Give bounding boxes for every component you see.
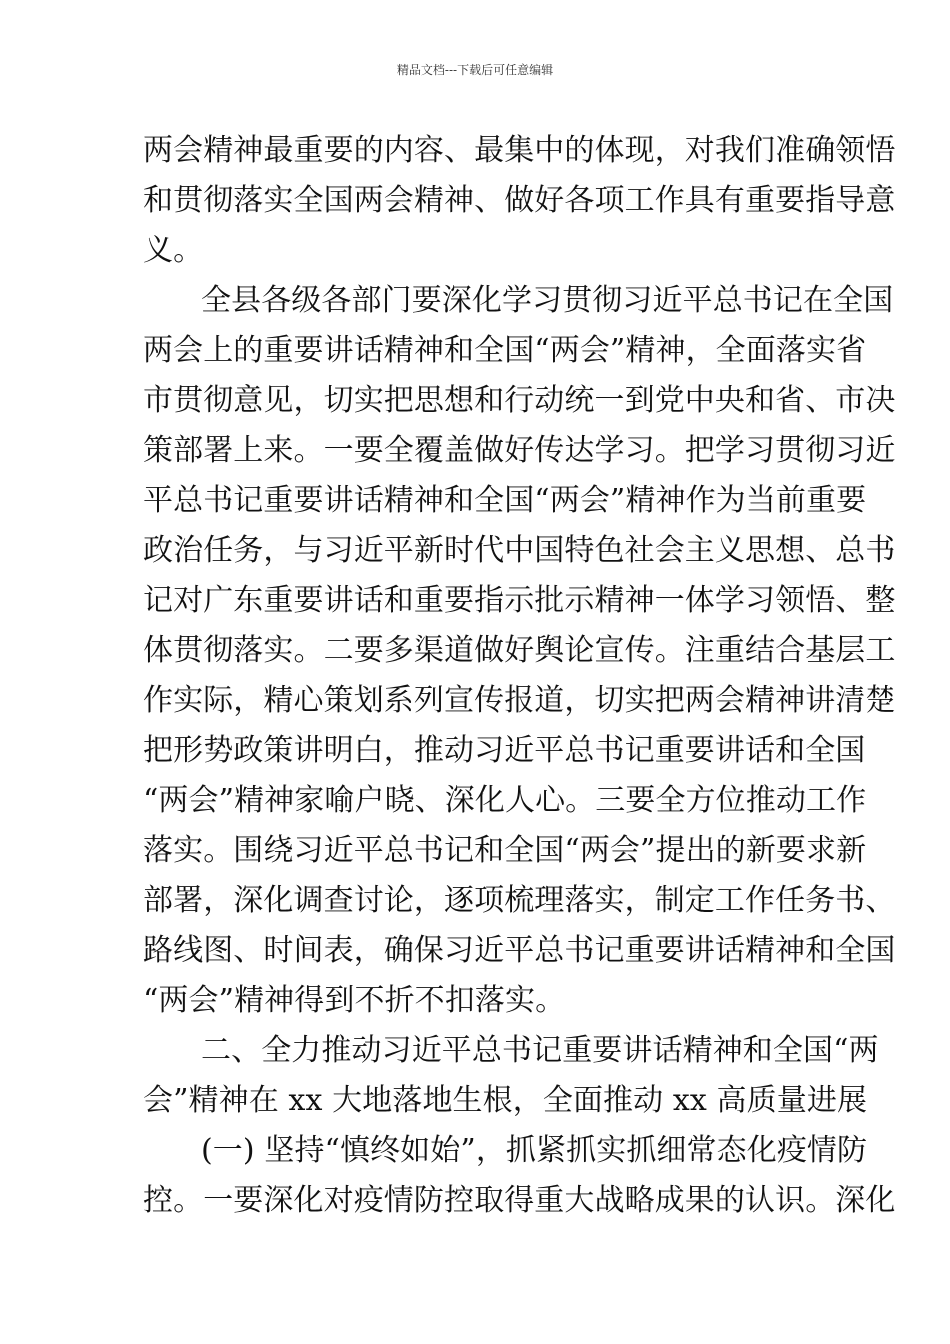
text-line: 义。 [143, 233, 204, 268]
text-line: 二、全力推动习近平总书记重要讲话精神和全国“两 [201, 1033, 879, 1068]
text-line: 体贯彻落实。二要多渠道做好舆论宣传。注重结合基层工 [143, 633, 896, 668]
text-line: 作实际，精心策划系列宣传报道，切实把两会精神讲清楚 [143, 683, 896, 718]
text-line: 市贯彻意见，切实把思想和行动统一到党中央和省、市决 [143, 383, 896, 418]
text-line: 控。一要深化对疫情防控取得重大战略成果的认识。深化 [143, 1183, 896, 1218]
text-line: 两会上的重要讲话精神和全国“两会”精神，全面落实省 [143, 333, 867, 368]
page-header: 精品文档---下载后可任意编辑 [396, 63, 554, 77]
text-line: 政治任务，与习近平新时代中国特色社会主义思想、总书 [143, 533, 896, 568]
text-line: 会”精神在 xx 大地落地生根，全面推动 xx 高质量进展 [143, 1083, 868, 1118]
text-line: 两会精神最重要的内容、最集中的体现，对我们准确领悟 [143, 133, 896, 168]
text-line: (一) 坚持“慎终如始”，抓紧抓实抓细常态化疫情防 [201, 1133, 868, 1168]
text-line: 落实。围绕习近平总书记和全国“两会”提出的新要求新 [143, 833, 867, 868]
text-line: “两会”精神得到不折不扣落实。 [143, 983, 566, 1018]
text-line: 记对广东重要讲话和重要指示批示精神一体学习领悟、整 [143, 583, 896, 618]
text-line: 路线图、时间表，确保习近平总书记重要讲话精神和全国 [143, 933, 896, 968]
text-line: 全县各级各部门要深化学习贯彻习近平总书记在全国 [201, 283, 894, 318]
text-line: 平总书记重要讲话精神和全国“两会”精神作为当前重要 [143, 483, 867, 518]
document-body [143, 126, 896, 1226]
text-line: 部署，深化调查讨论，逐项梳理落实，制定工作任务书、 [143, 883, 896, 918]
text-line: “两会”精神家喻户晓、深化人心。三要全方位推动工作 [143, 783, 867, 818]
text-line: 把形势政策讲明白，推动习近平总书记重要讲话和全国 [143, 733, 866, 768]
text-line: 策部署上来。一要全覆盖做好传达学习。把学习贯彻习近 [143, 433, 896, 468]
text-line: 和贯彻落实全国两会精神、做好各项工作具有重要指导意 [143, 183, 896, 218]
